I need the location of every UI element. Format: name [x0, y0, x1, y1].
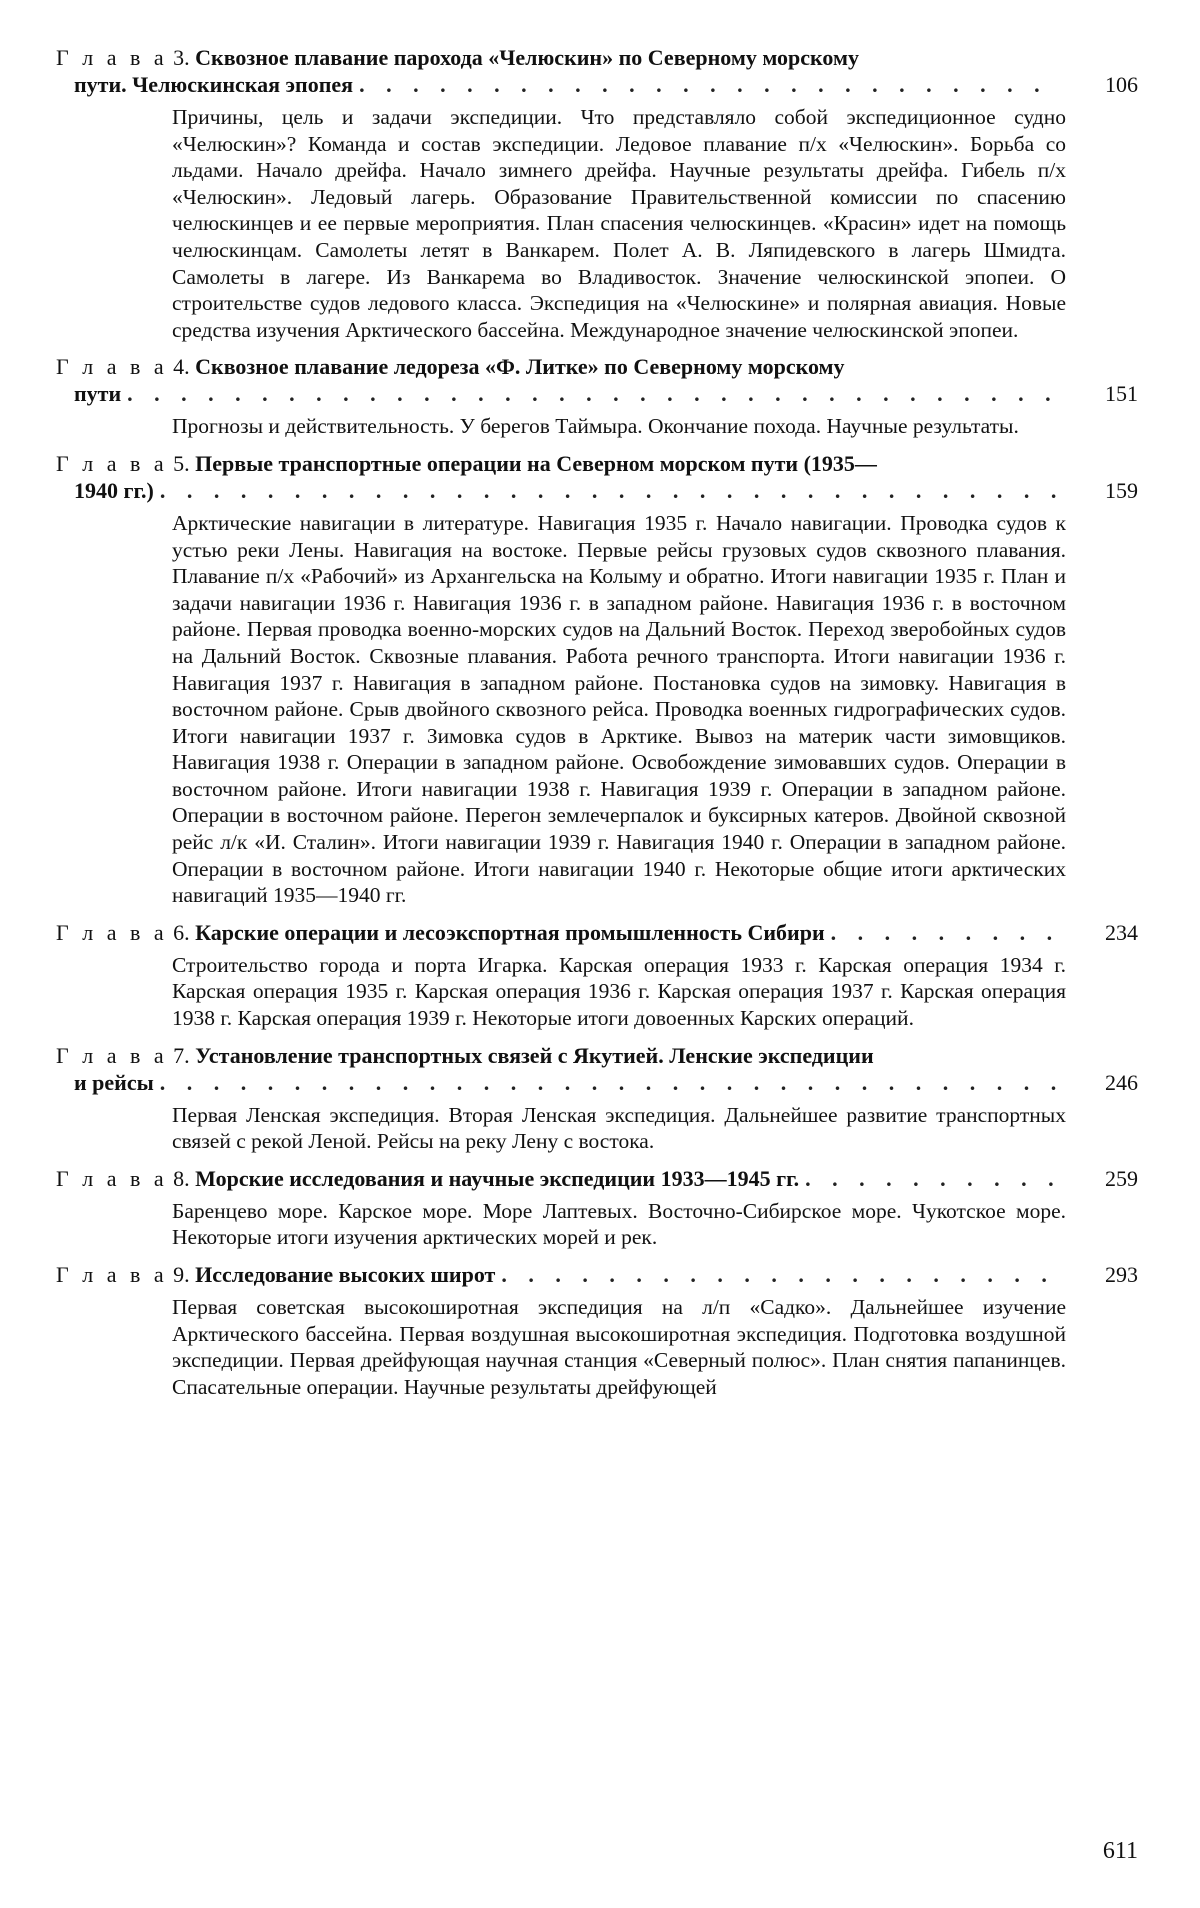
chapter-title: Исследование высоких широт	[195, 1262, 496, 1287]
chapter-label: Г л а в а	[56, 45, 168, 70]
chapter-label: Г л а в а	[56, 1042, 168, 1068]
chapter-entry-9	[56, 1261, 1138, 1400]
page-number: 106	[1105, 72, 1138, 97]
chapter-title-line-1	[56, 44, 1066, 71]
chapter-title-line-2	[56, 71, 1066, 98]
chapter-label: Г л а в а	[56, 919, 168, 945]
chapter-heading	[56, 44, 1138, 98]
chapter-entry-5	[56, 450, 1138, 909]
chapter-title-part-2: пути. Челюскинская эпопея	[74, 72, 354, 97]
dot-leader	[805, 1165, 1060, 1192]
chapter-summary: Баренцево море. Карское море. Море Лаптевых. Восточно-Сибирское море. Чукотское море. Некоторые итоги изучения арктических морей и рек.	[172, 1198, 1066, 1250]
chapter-summary: Строительство города и порта Игарка. Карская операция 1933 г. Карская операция 1934 г. Карская операция 1935 г. Карская операция 1936 г. Карская операция 1937 г. Карская операция 1938 г. Карская операция 1939 г. Некоторые итоги довоенных Карских операций.	[172, 952, 1066, 1031]
dot-leader	[160, 1069, 1060, 1096]
chapter-title-line-2	[56, 380, 1066, 407]
chapter-title: Карские операции и лесоэкспортная промышленность Сибири	[195, 919, 825, 945]
page-number: 246	[1105, 1069, 1138, 1095]
table-of-contents	[56, 44, 1138, 1400]
chapter-heading	[56, 450, 1138, 504]
chapter-title-line	[56, 919, 1066, 946]
page-number: 293	[1105, 1262, 1138, 1287]
chapter-summary: Прогнозы и действительность. У берегов Таймыра. Окончание похода. Научные результаты.	[172, 414, 1019, 439]
chapter-number: 5.	[173, 450, 190, 476]
chapter-heading	[56, 1165, 1138, 1192]
chapter-title: Морские исследования и научные экспедиции 1933—1945 гг.	[195, 1165, 800, 1191]
chapter-entry-8	[56, 1165, 1138, 1251]
chapter-summary: Первая советская высокоширотная экспедиция на л/п «Садко». Дальнейшее изучение Арктического бассейна. Первая воздушная высокоширотная экспедиция. Подготовка воздушной экспедиции. Первая дрейфующая научная станция «Северный полюс». План снятия папанинцев. Спасательные операции. Научные результаты дрейфующей	[172, 1295, 1066, 1399]
chapter-label: Г л а в а	[56, 1165, 168, 1191]
chapter-title-line	[56, 1165, 1066, 1192]
chapter-title-part-2: 1940 гг.)	[74, 477, 154, 503]
page-folio-number: 611	[1102, 1838, 1138, 1864]
chapter-label: Г л а в а	[56, 354, 168, 380]
chapter-title-line	[56, 1261, 1066, 1288]
page-number: 159	[1105, 477, 1138, 503]
chapter-title-line-1	[56, 353, 1066, 380]
chapter-title-line-1	[56, 1042, 1066, 1069]
chapter-heading	[56, 1042, 1138, 1096]
chapter-title-part-1: Первые транспортные операции на Северном морском пути (1935—	[195, 450, 877, 476]
chapter-title-part-2: и рейсы	[74, 1069, 154, 1095]
page-number: 259	[1105, 1165, 1138, 1191]
dot-leader	[359, 71, 1060, 98]
chapter-number: 8.	[173, 1165, 190, 1191]
dot-leader	[127, 380, 1060, 407]
dot-leader	[831, 919, 1060, 946]
chapter-entry-6	[56, 919, 1138, 1032]
chapter-heading	[56, 919, 1138, 946]
page-number: 151	[1105, 381, 1138, 407]
chapter-summary: Первая Ленская экспедиция. Вторая Ленская экспедиция. Дальнейшее развитие транспортных связей с рекой Леной. Рейсы на реку Лену с востока.	[172, 1102, 1066, 1154]
chapter-title-part-2: пути	[74, 381, 122, 407]
chapter-number: 6.	[173, 919, 190, 945]
chapter-number: 3.	[173, 45, 190, 70]
chapter-heading	[56, 353, 1138, 407]
chapter-entry-3	[56, 44, 1138, 343]
chapter-title-line-2	[56, 1069, 1066, 1096]
chapter-title-part-1: Установление транспортных связей с Якутией. Ленские экспедиции	[195, 1042, 874, 1068]
chapter-summary: Арктические навигации в литературе. Навигация 1935 г. Начало навигации. Проводка судов к устью реки Лены. Навигация на востоке. Первые рейсы грузовых судов сквозного плавания. Плавание п/х «Рабочий» из Архангельска на Колыму и обратно. Итоги навигации 1935 г. План и задачи навигации 1936 г. Навигация 1936 г. в западном районе. Навигация 1936 г. в восточном районе. Первая проводка военно-морских судов на Дальний Восток. Переход зверобойных судов на Дальний Восток. Сквозные плавания. Работа речного транспорта. Итоги навигации 1936 г. Навигация 1937 г. Навигация в западном районе. Постановка судов на зимовку. Навигация в восточном районе. Срыв двойного сквозного рейса. Проводка военных гидрографических судов. Итоги навигации 1937 г. Зимовка судов в Арктике. Вывоз на материк части зимовщиков. Навигация 1938 г. Операции в западном районе. Освобождение зимовавших судов. Операции в восточном районе. Итоги навигации 1938 г. Навигация 1939 г. Операции в западном районе. Операции в восточном районе. Перегон землечерпалок и буксирных катеров. Двойной сквозной рейс л/к «И. Сталин». Итоги навигации 1939 г. Навигация 1940 г. Операции в западном районе. Операции в восточном районе. Итоги навигации 1940 г. Некоторые общие итоги арктических навигаций 1935—1940 гг.	[172, 510, 1066, 908]
chapter-label: Г л а в а	[56, 450, 168, 476]
chapter-summary: Причины, цель и задачи экспедиции. Что представляло собой экспедиционное судно «Челюскин»? Команда и состав экспедиции. Ледовое плавание п/х «Челюскин». Борьба со льдами. Начало дрейфа. Начало зимнего дрейфа. Научные результаты дрейфа. Гибель п/х «Челюскин». Ледовый лагерь. Образование Правительственной комиссии по спасению челюскинцев и ее первые мероприятия. План спасения челюскинцев. «Красин» идет на помощь челюскинцам. Самолеты летят в Ванкарем. Полет А. В. Ляпидевского в лагерь Шмидта. Самолеты в лагере. Из Ванкарема во Владивосток. Значение челюскинской эпопеи. О строительстве судов ледового класса. Экспедиция на «Челюскине» и полярная авиация. Новые средства изучения Арктического бассейна. Международное значение челюскинской эпопеи.	[172, 105, 1066, 342]
chapter-entry-4	[56, 353, 1138, 440]
chapter-number: 4.	[173, 354, 190, 380]
dot-leader	[160, 477, 1060, 504]
chapter-title-line-2	[56, 477, 1066, 504]
chapter-title-part-1: Сквозное плавание парохода «Челюскин» по Северному морскому	[195, 45, 859, 70]
chapter-number: 9.	[173, 1262, 190, 1287]
chapter-title-line-1	[56, 450, 1066, 477]
page-number: 234	[1105, 919, 1138, 945]
dot-leader	[501, 1261, 1060, 1288]
chapter-entry-7	[56, 1042, 1138, 1155]
chapter-title-part-1: Сквозное плавание ледореза «Ф. Литке» по Северному морскому	[195, 354, 845, 380]
chapter-number: 7.	[173, 1042, 190, 1068]
chapter-label: Г л а в а	[56, 1262, 168, 1287]
chapter-heading	[56, 1261, 1138, 1288]
